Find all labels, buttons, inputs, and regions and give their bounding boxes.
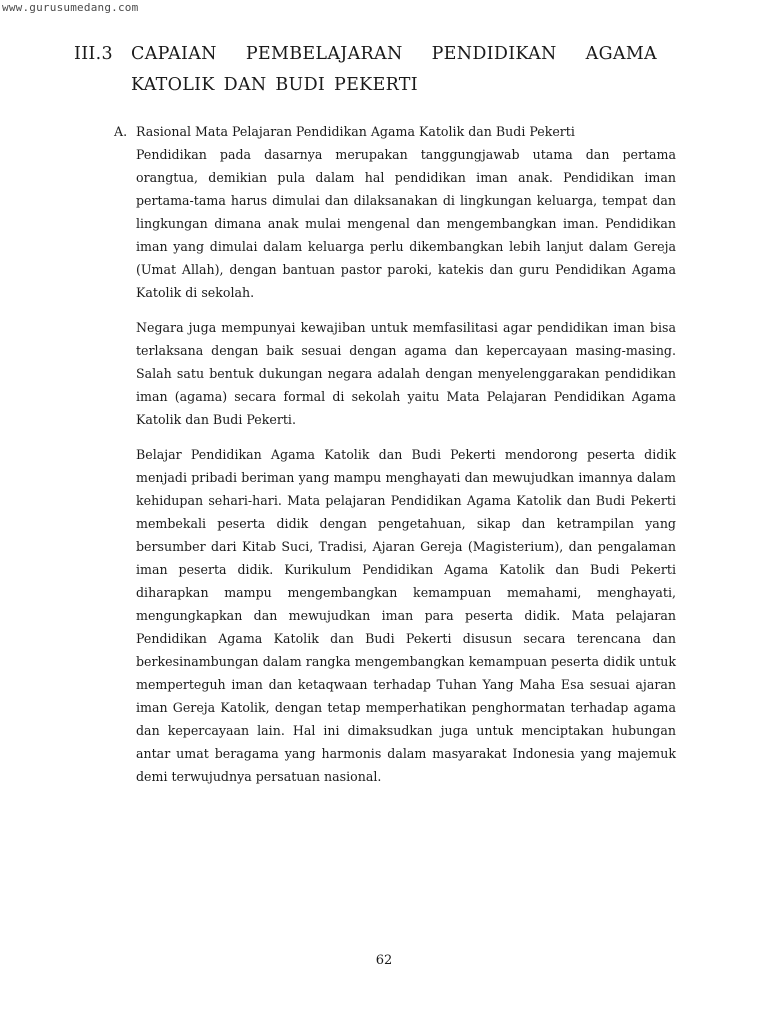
heading-number: III.3: [74, 44, 113, 64]
section-title: Rasional Mata Pelajaran Pendidikan Agama Katolik dan Budi Pekerti: [136, 124, 575, 139]
section-letter: A.: [114, 124, 128, 139]
page-number: 62: [375, 953, 393, 968]
section-heading: [114, 120, 676, 143]
heading-title-line-2: KATOLIK DAN BUDI PEKERTI: [131, 75, 418, 95]
watermark-url: www.gurusumedang.com: [2, 1, 139, 14]
paragraph: Pendidikan pada dasarnya merupakan tanggungjawab utama dan pertama orangtua, demikian pula dalam hal pendidikan iman anak. Pendidikan iman pertama-tama harus dimulai dan dilaksanakan di lingkungan keluarga, tempat dan lingkungan dimana anak mulai mengenal dan mengembangkan iman. Pendidikan iman yang dimulai dalam keluarga perlu dikembangkan lebih lanjut dalam Gereja (Umat Allah), dengan bantuan pastor paroki, katekis dan guru Pendidikan Agama Katolik di sekolah.: [136, 147, 676, 300]
paragraph: Belajar Pendidikan Agama Katolik dan Budi Pekerti mendorong peserta didik menjadi pribadi beriman yang mampu menghayati dan mewujudkan imannya dalam kehidupan sehari-hari. Mata pelajaran Pendidikan Agama Katolik dan Budi Pekerti membekali peserta didik dengan pengetahuan, sikap dan ketrampilan yang bersumber dari Kitab Suci, Tradisi, Ajaran Gereja (Magisterium), dan pengalaman iman peserta didik. Kurikulum Pendidikan Agama Katolik dan Budi Pekerti diharapkan mampu mengembangkan kemampuan memahami, menghayati, mengungkapkan dan mewujudkan iman para peserta didik. Mata pelajaran Pendidikan Agama Katolik dan Budi Pekerti disusun secara terencana dan berkesinambungan dalam rangka mengembangkan kemampuan peserta didik untuk memperteguh iman dan ketaqwaan terhadap Tuhan Yang Maha Esa sesuai ajaran iman Gereja Katolik, dengan tetap memperhatikan penghormatan terhadap agama dan kepercayaan lain. Hal ini dimaksudkan juga untuk menciptakan hubungan antar umat beragama yang harmonis dalam masyarakat Indonesia yang majemuk demi terwujudnya persatuan nasional.: [136, 447, 676, 784]
section-a: [114, 120, 676, 800]
section-body: [136, 143, 676, 788]
heading-title-line-1: CAPAIAN PEMBELAJARAN PENDIDIKAN AGAMA: [131, 44, 657, 64]
paragraph: Negara juga mempunyai kewajiban untuk memfasilitasi agar pendidikan iman bisa terlaksana dengan baik sesuai dengan agama dan kepercayaan masing-masing. Salah satu bentuk dukungan negara adalah dengan menyelenggarakan pendidikan iman (agama) secara formal di sekolah yaitu Mata Pelajaran Pendidikan Agama Katolik dan Budi Pekerti.: [136, 320, 676, 427]
